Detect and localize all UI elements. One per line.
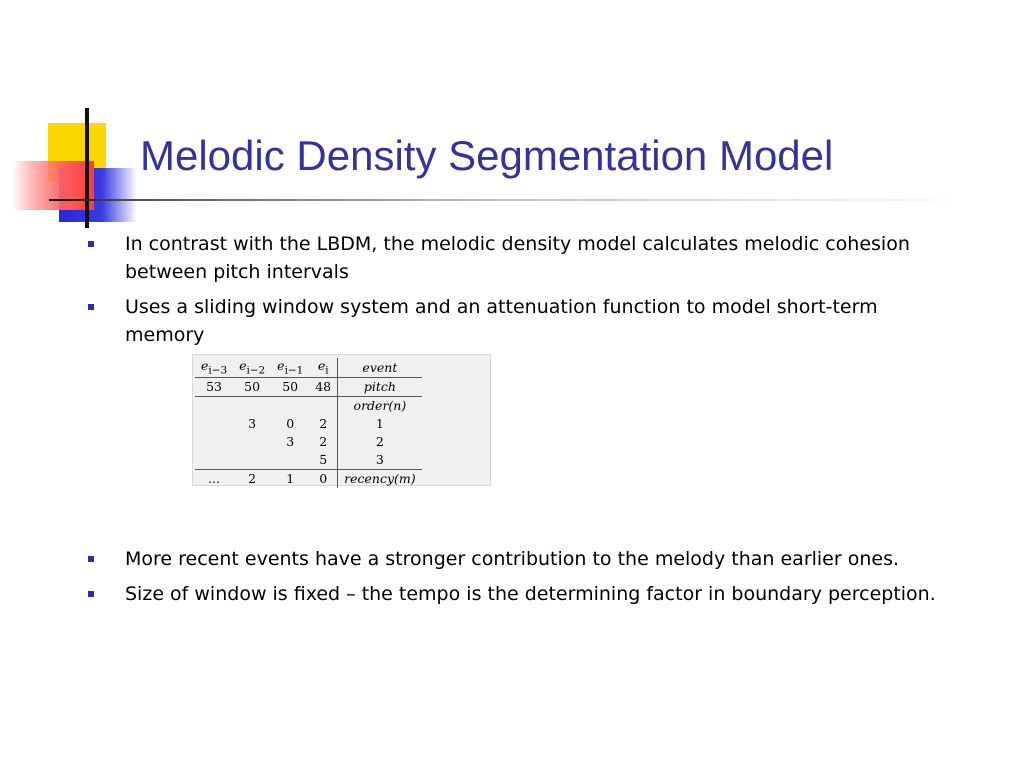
density-table-image: [192, 354, 491, 486]
bullet-item: [88, 580, 938, 608]
table-cell: [233, 358, 271, 377]
table-cell: [233, 433, 271, 451]
cell-label: event: [362, 359, 398, 375]
table-pitch-row: [195, 377, 422, 396]
table-cell: 0: [286, 416, 295, 431]
decor-vertical-line: [85, 108, 89, 228]
cell-var: e: [201, 358, 209, 373]
table-cell: [338, 377, 422, 396]
cell-label: order(n): [353, 398, 407, 413]
cell-sub: i−3: [208, 364, 228, 377]
cell-var: e: [239, 358, 247, 373]
bullet-list-bottom: [88, 545, 938, 615]
cell-label: pitch: [363, 379, 396, 394]
table-cell: 48: [309, 377, 337, 396]
table-row: [195, 451, 422, 470]
cell-var: e: [277, 358, 285, 373]
table-header-row: [195, 358, 422, 377]
bullet-square-icon: [88, 556, 94, 562]
table-cell: [233, 451, 271, 470]
bullet-item: [88, 293, 938, 349]
bullet-list-top: [88, 230, 938, 356]
table-cell: 5: [319, 452, 328, 467]
table-cell: 2: [319, 434, 328, 449]
table-cell: [338, 469, 422, 488]
cell-sub: i−2: [246, 364, 266, 377]
bullet-square-icon: [88, 304, 94, 310]
table-cell: 50: [233, 377, 271, 396]
table-cell: 3: [286, 434, 295, 449]
table-cell: 2: [338, 433, 422, 451]
table-cell: [338, 358, 422, 377]
table-cell: [195, 451, 233, 470]
slide-title: Melodic Density Segmentation Model: [140, 132, 834, 179]
table-cell: 1: [338, 415, 422, 433]
table-cell: [309, 396, 337, 415]
bullet-item: [88, 230, 938, 286]
table-recency-row: [195, 469, 422, 488]
bullet-item: [88, 545, 938, 573]
table-cell: [195, 396, 233, 415]
density-table: [195, 358, 422, 488]
bullet-text: In contrast with the LBDM, the melodic density model calculates melodic cohesion between pitch intervals: [125, 233, 910, 283]
table-cell: [271, 396, 309, 415]
cell-sub: i: [325, 364, 329, 377]
table-cell: 1: [271, 469, 309, 488]
table-cell: 3: [248, 416, 257, 431]
table-cell: 3: [338, 451, 422, 470]
table-cell: 2: [233, 469, 271, 488]
bullet-square-icon: [88, 241, 94, 247]
bullet-text: Size of window is fixed – the tempo is the determining factor in boundary perception.: [125, 583, 936, 605]
table-cell: 50: [271, 377, 309, 396]
table-order-label-row: [195, 396, 422, 415]
bullet-text: Uses a sliding window system and an attenuation function to model short-term memory: [125, 296, 878, 346]
table-cell: [195, 433, 233, 451]
bullet-square-icon: [88, 591, 94, 597]
table-cell: [338, 396, 422, 415]
table-cell: [271, 451, 309, 470]
table-cell: [233, 396, 271, 415]
bullet-text: More recent events have a stronger contribution to the melody than earlier ones.: [125, 548, 900, 570]
table-cell: ...: [195, 469, 233, 488]
decor-red-bar: [12, 161, 94, 210]
table-cell: [271, 358, 309, 377]
table-cell: 2: [319, 416, 328, 431]
table-cell: [195, 358, 233, 377]
table-cell: [195, 415, 233, 433]
table-cell: 0: [309, 469, 337, 488]
table-row: [195, 433, 422, 451]
title-underline: [49, 199, 979, 201]
table-cell: [309, 358, 337, 377]
cell-var: e: [317, 358, 326, 373]
table-row: [195, 415, 422, 433]
cell-label: recency(m): [344, 471, 416, 486]
table-cell: 53: [195, 377, 233, 396]
cell-sub: i−1: [284, 364, 304, 377]
